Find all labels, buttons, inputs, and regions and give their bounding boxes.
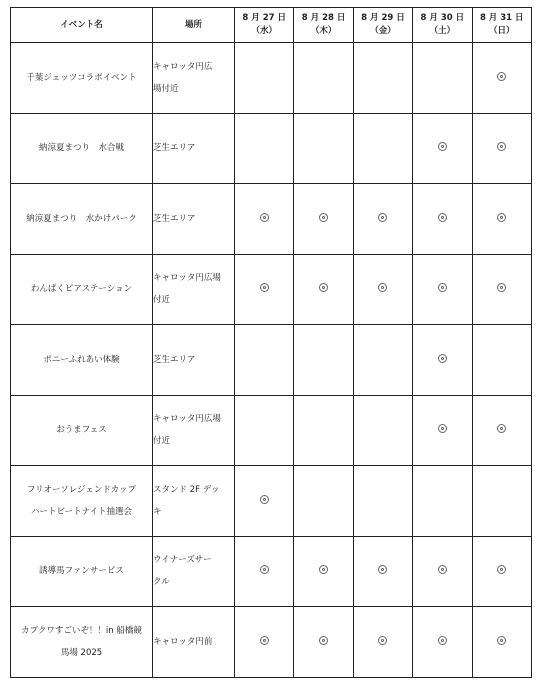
double-circle-icon [497,142,506,151]
event-name-line: 千葉ジェッツコラボイベント [26,72,137,83]
header-event-name: イベント名 [11,8,153,43]
event-name-line: フリオーソレジェンドカップ [26,484,136,495]
event-name-line: 誘導馬ファンサービス [39,566,124,577]
place-cell [153,43,235,114]
day-cell-5 [472,466,531,537]
event-name-line: 納涼夏まつり 水合戦 [38,143,124,154]
table-row [11,254,532,325]
place-cell [153,536,235,607]
double-circle-icon [378,636,387,645]
place-line: 芝生エリア [153,354,196,365]
day-cell-2 [294,466,353,537]
double-circle-icon [497,565,506,574]
event-name-cell [11,395,153,466]
day-cell-3 [353,607,412,678]
double-circle-icon [319,283,328,292]
event-name-cell [11,325,153,396]
day-cell-5 [472,184,531,255]
event-name-cell [11,184,153,255]
table-row [11,466,532,537]
table-row [11,607,532,678]
day-cell-4 [413,325,472,396]
day-cell-2 [294,113,353,184]
place-cell [153,254,235,325]
day-cell-3 [353,113,412,184]
day-cell-3 [353,254,412,325]
double-circle-icon [378,213,387,222]
event-name-cell [11,254,153,325]
place-cell [153,466,235,537]
double-circle-icon [497,424,506,433]
double-circle-icon [497,636,506,645]
place-line: 付近 [153,295,171,306]
double-circle-icon [319,565,328,574]
double-circle-icon [438,354,447,363]
table-row [11,536,532,607]
day-cell-3 [353,395,412,466]
day-cell-5 [472,113,531,184]
day-cell-2 [294,184,353,255]
place-line: キャロッタ円前 [153,636,213,647]
double-circle-icon [378,283,387,292]
double-circle-icon [319,213,328,222]
day-cell-1 [235,607,294,678]
day-cell-2 [294,254,353,325]
place-line: 芝生エリア [153,143,196,154]
event-schedule-table [10,7,532,678]
place-line: キャロッタ円広 [153,61,213,72]
day-cell-1 [235,325,294,396]
place-line: 芝生エリア [153,213,196,224]
double-circle-icon [438,636,447,645]
day-cell-1 [235,184,294,255]
double-circle-icon [438,213,447,222]
day-cell-4 [413,607,472,678]
double-circle-icon [497,72,506,81]
day-cell-3 [353,536,412,607]
event-name-line: 納涼夏まつり 水かけパーク [26,213,137,224]
double-circle-icon [497,213,506,222]
day-cell-4 [413,43,472,114]
double-circle-icon [260,283,269,292]
event-name-cell [11,113,153,184]
header-place: 場所 [153,8,235,43]
place-cell [153,395,235,466]
table-row [11,113,532,184]
day-cell-3 [353,466,412,537]
day-cell-4 [413,184,472,255]
event-name-line: ポニーふれあい体験 [43,354,120,365]
double-circle-icon [438,283,447,292]
place-line: ウイナーズサー [153,555,212,566]
double-circle-icon [378,565,387,574]
day-cell-1 [235,113,294,184]
double-circle-icon [438,142,447,151]
event-name-cell [11,43,153,114]
day-cell-5 [472,536,531,607]
place-cell [153,184,235,255]
day-cell-4 [413,466,472,537]
table-row [11,325,532,396]
double-circle-icon [260,636,269,645]
day-cell-3 [353,43,412,114]
day-cell-2 [294,395,353,466]
event-name-line: 馬場 2025 [60,647,103,658]
place-line: 場付近 [153,83,179,94]
event-name-cell [11,466,153,537]
day-cell-1 [235,466,294,537]
day-cell-4 [413,254,472,325]
day-cell-5 [472,325,531,396]
day-cell-2 [294,43,353,114]
day-cell-5 [472,254,531,325]
table-row [11,184,532,255]
table-row [11,395,532,466]
header-day-2: 8 月 28 日 （木） [294,8,353,43]
place-cell [153,607,235,678]
place-cell [153,325,235,396]
double-circle-icon [438,565,447,574]
place-line: キャロッタ円広場 [153,273,221,284]
day-cell-3 [353,325,412,396]
event-name-line: ハートビートナイト抽選会 [30,506,133,517]
day-cell-1 [235,43,294,114]
double-circle-icon [438,424,447,433]
double-circle-icon [260,213,269,222]
day-cell-2 [294,607,353,678]
double-circle-icon [260,565,269,574]
place-line: キャロッタ円広場 [153,414,221,425]
event-name-line: カプクワすごいぞ！！in 船橋競 [21,625,142,636]
day-cell-5 [472,395,531,466]
day-cell-1 [235,536,294,607]
header-row [11,8,532,43]
place-line: 付近 [153,436,171,447]
day-cell-4 [413,395,472,466]
event-name-line: おうまフェス [56,425,107,436]
day-cell-1 [235,254,294,325]
day-cell-4 [413,113,472,184]
day-cell-2 [294,536,353,607]
place-line: クル [153,577,170,588]
day-cell-2 [294,325,353,396]
event-name-cell [11,536,153,607]
table-row [11,43,532,114]
header-day-4: 8 月 30 日 （土） [413,8,472,43]
header-day-1: 8 月 27 日 （水） [235,8,294,43]
place-line: スタンド 2F デッ [153,484,220,495]
day-cell-4 [413,536,472,607]
day-cell-3 [353,184,412,255]
day-cell-5 [472,43,531,114]
header-day-5: 8 月 31 日 （日） [472,8,531,43]
header-day-3: 8 月 29 日 （金） [353,8,412,43]
day-cell-5 [472,607,531,678]
event-name-cell [11,607,153,678]
double-circle-icon [319,636,328,645]
place-cell [153,113,235,184]
event-name-line: わんぱくピアステーション [30,284,133,295]
place-line: キ [153,506,162,517]
day-cell-1 [235,395,294,466]
double-circle-icon [260,495,269,504]
double-circle-icon [497,283,506,292]
